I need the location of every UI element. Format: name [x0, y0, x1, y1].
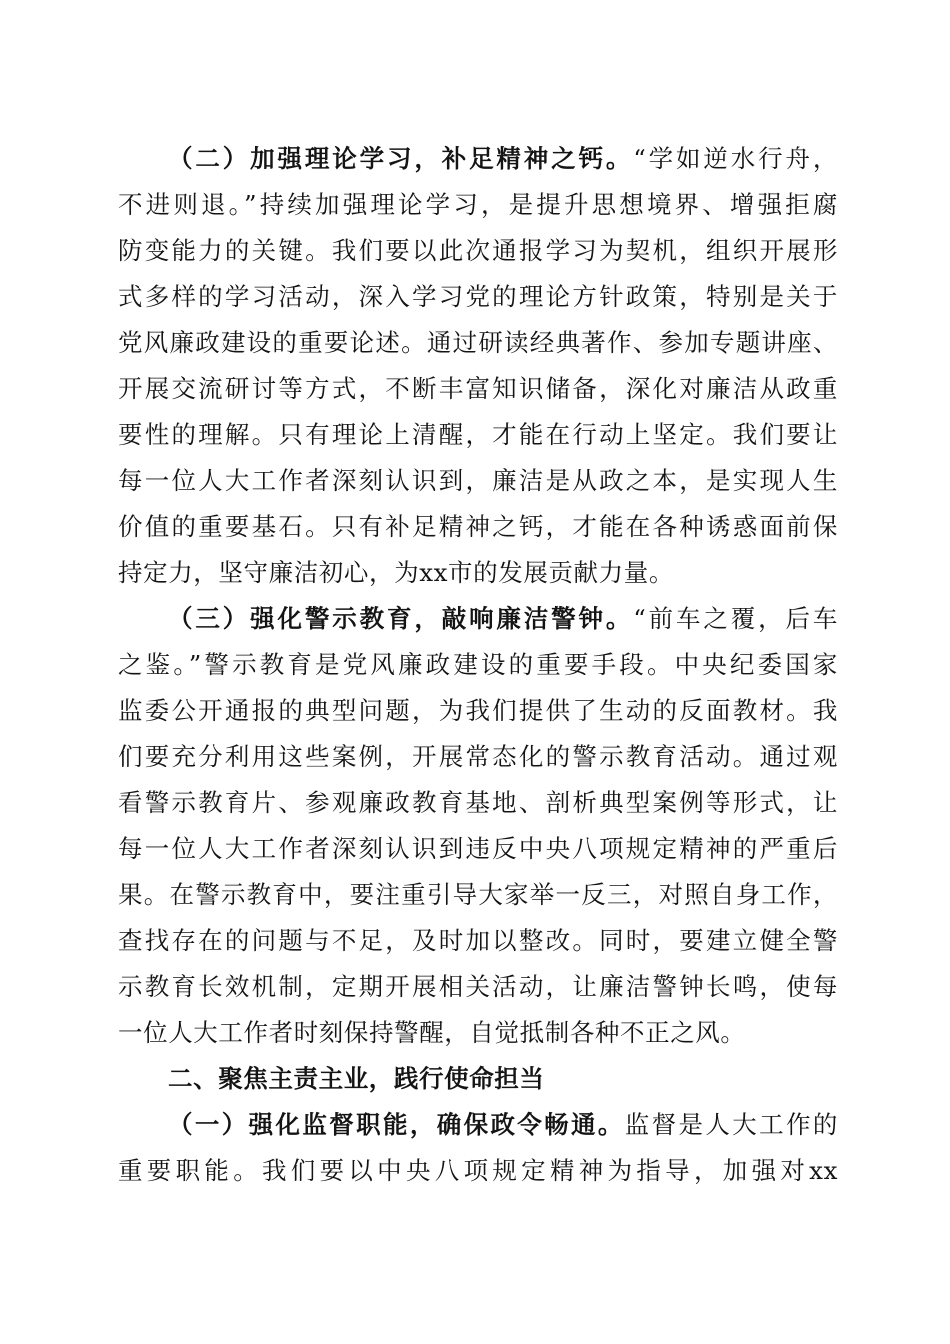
paragraph-text: “学如逆水行舟， — [633, 144, 838, 173]
paragraph-line: 式多样的学习活动，深入学习党的理论方针政策，特别是关于 — [118, 282, 838, 311]
paragraph-line: 监委公开通报的典型问题，为我们提供了生动的反面教材。我 — [118, 696, 838, 725]
paragraph-line: 党风廉政建设的重要论述。通过研读经典著作、参加专题讲座、 — [118, 328, 838, 357]
paragraph-line: 持定力，坚守廉洁初心，为xx市的发展贡献力量。 — [118, 558, 674, 587]
paragraph-text: “前车之覆，后车 — [633, 604, 838, 633]
paragraph-line: 每一位人大工作者深刻认识到，廉洁是从政之本，是实现人生 — [118, 466, 838, 495]
paragraph-line: 查找存在的问题与不足，及时加以整改。同时，要建立健全警 — [118, 926, 838, 955]
paragraph-line: 开展交流研讨等方式，不断丰富知识储备，深化对廉洁从政重 — [118, 374, 838, 403]
paragraph-line — [168, 143, 838, 175]
paragraph-line: 看警示教育片、参观廉政教育基地、剖析典型案例等形式，让 — [118, 788, 838, 817]
paragraph-line: 示教育长效机制，定期开展相关活动，让廉洁警钟长鸣，使每 — [118, 972, 838, 1001]
paragraph-line — [168, 603, 838, 635]
paragraph-line: 每一位人大工作者深刻认识到违反中央八项规定精神的严重后 — [118, 834, 838, 863]
paragraph-line: 们要充分利用这些案例，开展常态化的警示教育活动。通过观 — [118, 742, 838, 771]
section-heading: 二、聚焦主责主业，践行使命担当 — [168, 1064, 545, 1093]
paragraph-line: 防变能力的关键。我们要以此次通报学习为契机，组织开展形 — [118, 236, 838, 265]
paragraph-line — [168, 1109, 838, 1141]
paragraph-line: 果。在警示教育中，要注重引导大家举一反三，对照自身工作， — [118, 880, 838, 909]
paragraph-line: 一位人大工作者时刻保持警醒，自觉抵制各种不正之风。 — [118, 1018, 746, 1047]
subsection-title: （三）强化警示教育，敲响廉洁警钟。 — [168, 604, 634, 633]
subsection-title: （一）强化监督职能，确保政令畅通。 — [168, 1110, 625, 1139]
paragraph-text: 监督是人大工作的 — [624, 1110, 838, 1139]
paragraph-line: 价值的重要基石。只有补足精神之钙，才能在各种诱惑面前保 — [118, 512, 838, 541]
paragraph-line: 之鉴。”警示教育是党风廉政建设的重要手段。中央纪委国家 — [118, 650, 838, 679]
subsection-title: （二）加强理论学习，补足精神之钙。 — [168, 144, 634, 173]
paragraph-line: 要性的理解。只有理论上清醒，才能在行动上坚定。我们要让 — [118, 420, 838, 449]
paragraph-line: 不进则退。”持续加强理论学习，是提升思想境界、增强拒腐 — [118, 190, 838, 219]
paragraph-line: 重要职能。我们要以中央八项规定精神为指导，加强对xx — [118, 1156, 838, 1185]
